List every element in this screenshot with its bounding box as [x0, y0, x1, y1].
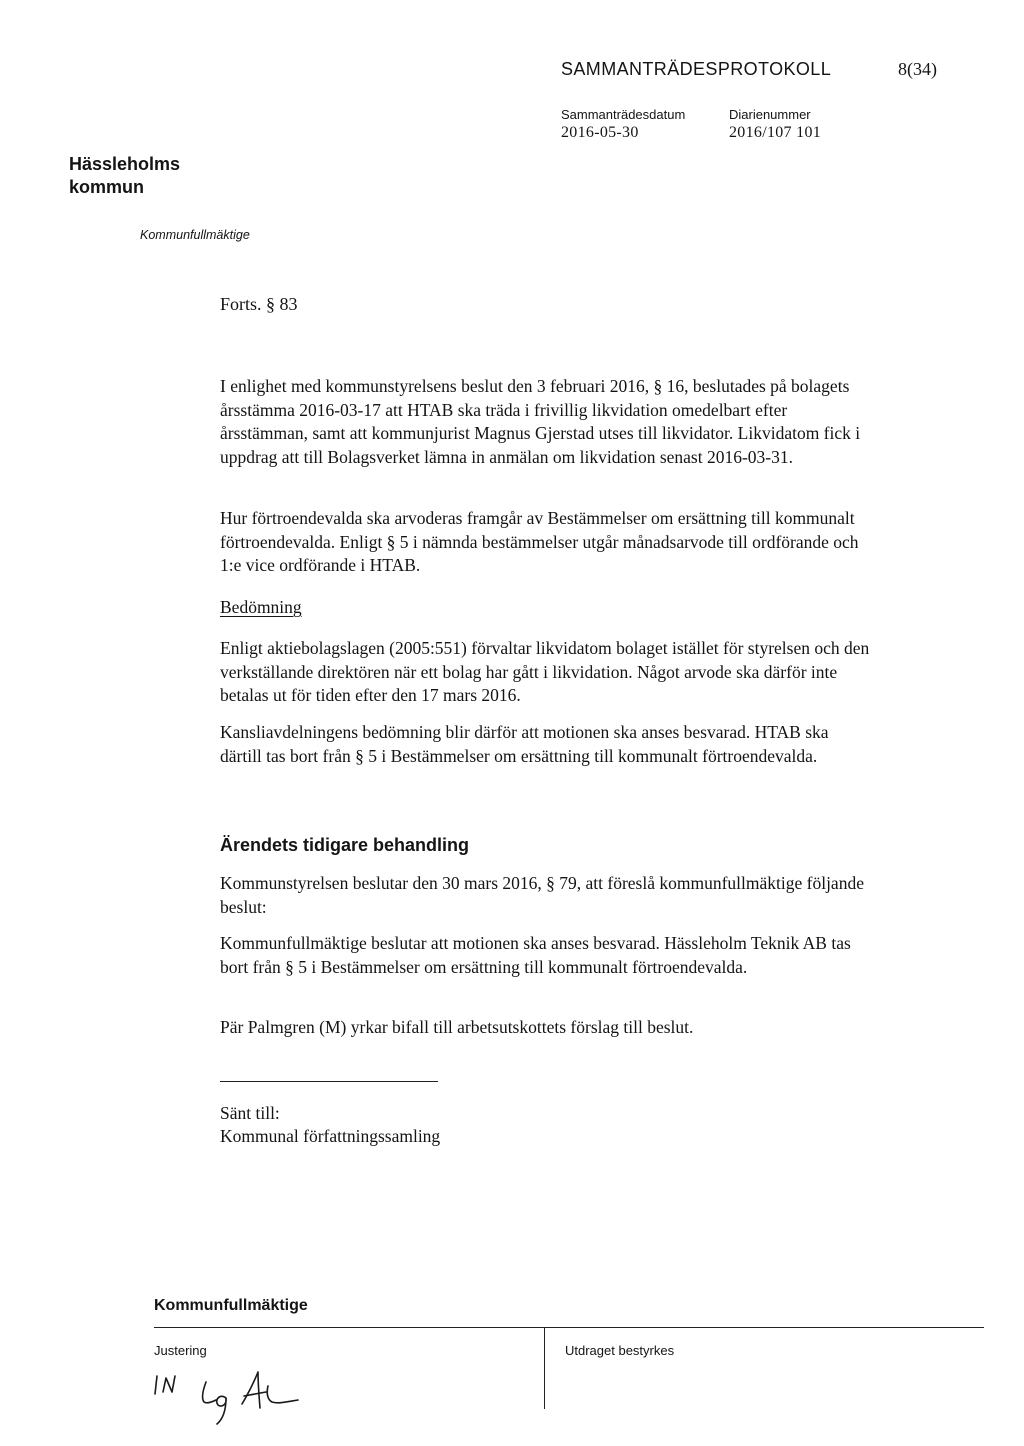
page-number: 8(34): [898, 59, 937, 79]
signature-initials: [154, 1360, 324, 1440]
paragraph-assessment-conclusion: Kansliavdelningens bedömning blir därför att motionen ska anses besvarad. HTAB ska därtill tas bort från § 5 i Bestämmelser om ersättning till kommunalt förtroendevalda.: [220, 722, 829, 766]
section-reference: Forts. § 83: [220, 294, 298, 314]
meeting-date: 2016-05-30: [561, 124, 639, 141]
organization-name-line1: Hässleholms: [69, 154, 181, 174]
paragraph-council-decision: Kommunfullmäktige beslutar att motionen ska anses besvarad. Hässleholm Teknik AB tas bort från § 5 i Bestämmelser om ersättning till kommunalt förtroendevalda.: [220, 933, 851, 977]
paragraph-board-decision: Kommunstyrelsen beslutar den 30 mars 2016, § 79, att föreslå kommunfullmäktige följande beslut:: [220, 873, 864, 917]
extract-certified-label: Utdraget bestyrkes: [565, 1343, 675, 1358]
footer-column-divider: [544, 1327, 545, 1409]
footer-body-label: Kommunfullmäktige: [154, 1297, 308, 1314]
diary-number: 2016/107 101: [729, 124, 822, 141]
assessment-heading: Bedömning: [220, 597, 302, 617]
paragraph-assessment-law: Enligt aktiebolagslagen (2005:551) förvaltar likvidatom bolaget istället för styrelsen och den verkställande direktören när ett bolag har gått i likvidation. Något arvode ska därför inte betalas ut för tiden efter den 17 mars 2016.: [220, 638, 870, 705]
footer-divider: [154, 1327, 984, 1328]
signature-stroke: [267, 1386, 298, 1403]
signature-stroke: [217, 1396, 226, 1424]
previous-handling-heading: Ärendets tidigare behandling: [220, 835, 470, 855]
signature-stroke: [163, 1376, 175, 1392]
organization-name: [69, 153, 269, 199]
signature-stroke: [155, 1376, 157, 1394]
signature-stroke: [242, 1372, 260, 1408]
diary-number-label: Diarienummer: [729, 107, 811, 122]
paragraph-remuneration: Hur förtroendevalda ska arvoderas framgår av Bestämmelser om ersättning till kommunalt förtroendevalda. Enligt § 5 i nämnda bestämmelser utgår månadsarvode till ordförande och 1:e vice ordförande i HTAB.: [220, 508, 859, 575]
paragraph-liquidation: I enlighet med kommunstyrelsens beslut den 3 februari 2016, § 16, beslutades på bolagets årsstämma 2016-03-17 att HTAB ska träda i frivillig likvidation omedelbart efter årsstämman, samt att kommunjurist Magnus Gjerstad utses till likvidator. Likvidatom fick i uppdrag att till Bolagsverket lämna in anmälan om likvidation senast 2016-03-31.: [220, 376, 861, 467]
meeting-date-label: Sammanträdesdatum: [561, 107, 686, 122]
paragraph-motion: Pär Palmgren (M) yrkar bifall till arbetsutskottets förslag till beslut.: [220, 1017, 694, 1037]
signature-stroke: [203, 1382, 216, 1403]
organization-name-line2: kommun: [69, 177, 145, 197]
divider: [220, 1081, 438, 1082]
adjustment-label: Justering: [154, 1343, 207, 1358]
sent-to-label: Sänt till:: [220, 1103, 280, 1123]
sent-to-recipient: Kommunal författningssamling: [220, 1126, 441, 1146]
document-type: SAMMANTRÄDESPROTOKOLL: [561, 59, 832, 79]
decision-body-label: Kommunfullmäktige: [140, 228, 250, 242]
